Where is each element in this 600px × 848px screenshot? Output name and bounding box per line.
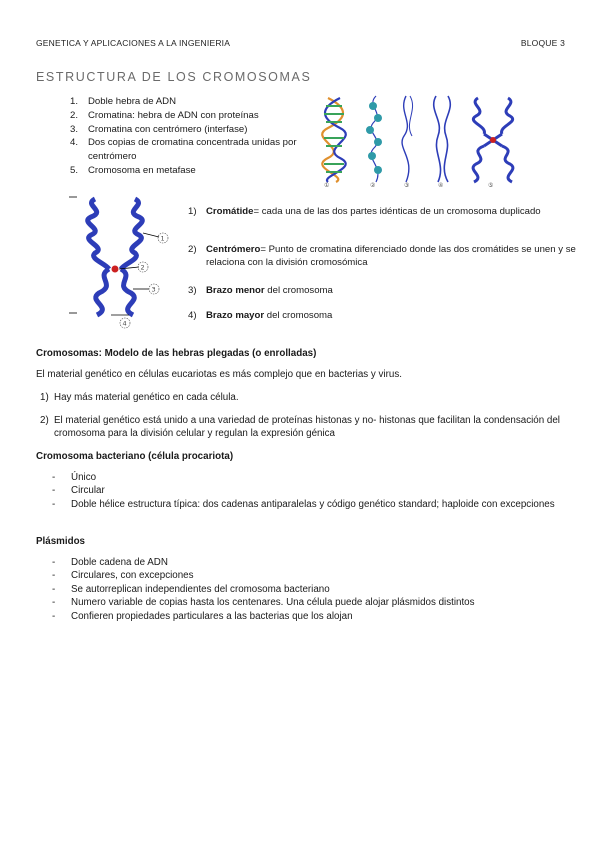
list-item: - Numero variable de copias hasta los centenares. Una célula puede alojar plásmidos distintos <box>52 596 572 609</box>
model-heading: Cromosomas: Modelo de las hebras plegadas (o enrolladas) <box>36 348 317 359</box>
list-item: - Doble hélice estructura típica: dos cadenas antiparalelas y código genético standard; haploide con excepciones <box>52 498 572 511</box>
dna-helix-illustration <box>322 98 346 182</box>
list-item: - Circular <box>52 484 572 497</box>
chromosome-illustration <box>88 199 143 315</box>
chromatin-stages-figure <box>318 92 518 190</box>
plasmids-list <box>52 556 572 623</box>
list-item: 5. Cromosoma en metafase <box>70 164 196 176</box>
bacterial-list <box>52 471 572 511</box>
short-arm-label: 3 <box>151 285 156 294</box>
chromosome-anatomy-figure <box>55 193 180 333</box>
list-item: 3. Cromatina con centrómero (interfase) <box>70 123 248 135</box>
nucleosome-chromatin-illustration <box>366 96 382 182</box>
structure-list <box>70 95 315 178</box>
list-item: - Doble cadena de ADN <box>52 556 572 569</box>
long-arm-label: 4 <box>122 319 127 328</box>
stage-label: ② <box>370 182 376 189</box>
list-item: - Confieren propiedades particulares a las bacterias que los alojan <box>52 610 572 623</box>
stage-label: ④ <box>438 182 444 189</box>
section-title: ESTRUCTURA DE LOS CROMOSOMAS <box>36 70 312 84</box>
chromatin-centromere-illustration <box>402 96 413 182</box>
stage-label: ① <box>324 182 330 189</box>
list-item: 2. Cromatina: hebra de ADN con proteínas <box>70 109 259 121</box>
list-item: - Circulares, con excepciones <box>52 569 572 582</box>
plasmids-heading: Plásmidos <box>36 536 86 547</box>
list-item: - Se autorreplican independientes del cromosoma bacteriano <box>52 583 572 596</box>
metaphase-chromosome-illustration <box>473 98 513 182</box>
stage-label: ⑤ <box>488 182 494 189</box>
bacterial-heading: Cromosoma bacteriano (célula procariota) <box>36 451 234 462</box>
list-item: - Único <box>52 471 572 484</box>
header-title: GENETICA Y APLICACIONES A LA INGENIERIA <box>36 38 231 48</box>
header-block: BLOQUE 3 <box>520 38 565 48</box>
paired-chromatin-illustration <box>434 96 451 182</box>
model-intro: El material genético en células eucariotas es más complejo que en bacterias y virus. <box>36 369 402 380</box>
centromere-label: 2 <box>140 263 145 272</box>
chromatid-label: 1 <box>160 234 165 243</box>
list-item: 1. Doble hebra de ADN <box>70 96 176 107</box>
stage-label: ③ <box>404 182 410 189</box>
list-item: 4. Dos copias de cromatina concentrada unidas por centrómero <box>70 137 297 163</box>
